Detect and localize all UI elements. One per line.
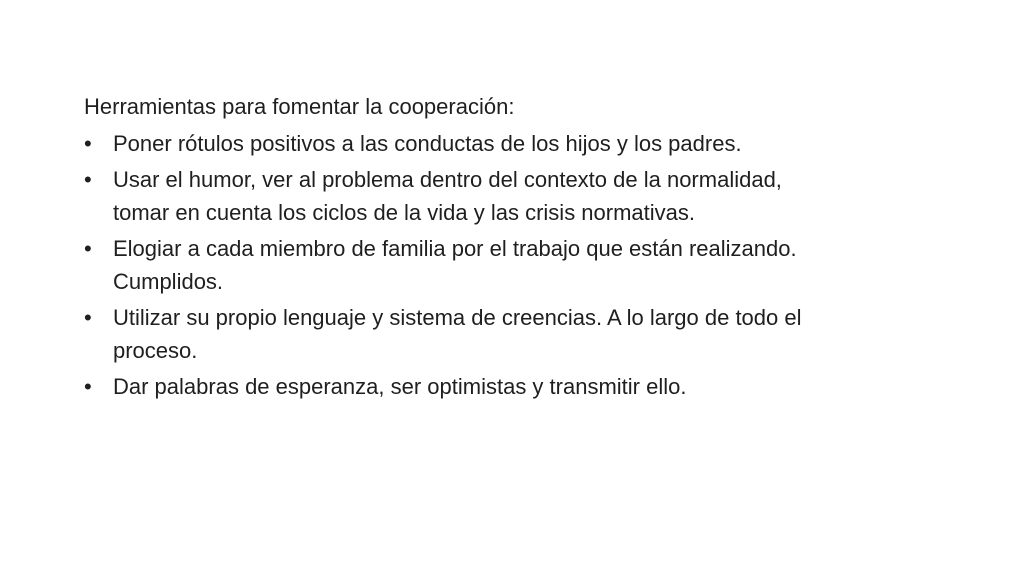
slide-content <box>84 91 804 408</box>
bullet-icon: • <box>84 236 92 261</box>
slide-heading: Herramientas para fomentar la cooperación: <box>84 94 515 119</box>
bullet-icon: • <box>84 130 92 156</box>
bullet-item <box>84 302 804 367</box>
bullet-item <box>84 164 804 229</box>
bullet-text: Usar el humor, ver al problema dentro del contexto de la normalidad, tomar en cuenta los ciclos de la vida y las crisis normativas. <box>113 167 782 225</box>
bullet-text: Poner rótulos positivos a las conductas de los hijos y los padres. <box>113 130 742 156</box>
bullet-item <box>84 128 804 161</box>
bullet-list <box>84 128 804 404</box>
bullet-icon: • <box>84 305 92 330</box>
bullet-text: Elogiar a cada miembro de familia por el trabajo que están realizando. Cumplidos. <box>113 236 797 294</box>
bullet-icon: • <box>84 167 92 192</box>
bullet-icon: • <box>84 374 92 399</box>
bullet-item <box>84 371 804 404</box>
bullet-text: Utilizar su propio lenguaje y sistema de creencias. A lo largo de todo el proceso. <box>113 305 802 363</box>
bullet-item <box>84 233 804 298</box>
bullet-text: Dar palabras de esperanza, ser optimistas y transmitir ello. <box>113 374 687 399</box>
